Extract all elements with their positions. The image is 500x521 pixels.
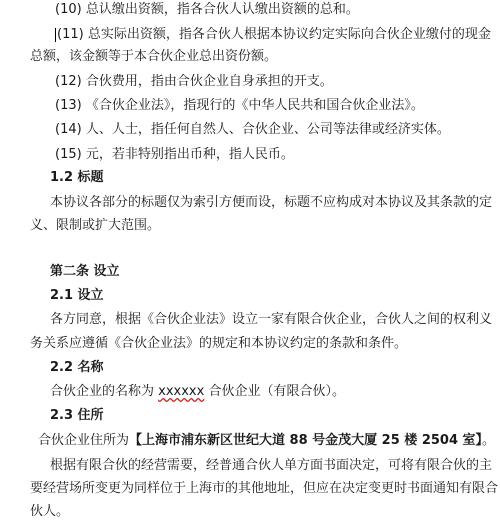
para-2-1-line2: 务关系应遵循《合伙企业法》的规定和本协议约定的条款和条件。	[30, 336, 408, 351]
para-2-3b-line1: 根据有限合伙的经营需要，经普通合伙人单方面书面决定，可将有限合伙的主	[50, 458, 493, 473]
para-2-3: 合伙企业住所为【上海市浦东新区世纪大道 88 号金茂大厦 25 楼 2504 室】。	[38, 433, 496, 448]
para-2-3b-line3: 伙人。	[30, 504, 70, 519]
definition-15: (15) 元，若非特别指出币种，指人民币。	[55, 147, 294, 162]
heading-2-1: 2.1 设立	[50, 288, 104, 303]
article-2-heading: 第二条 设立	[50, 264, 120, 279]
definition-12: (12) 合伙费用，指由合伙企业自身承担的开支。	[55, 74, 333, 89]
para-2-1-line1: 各方同意，根据《合伙企业法》设立一家有限合伙企业，合伙人之间的权利义	[50, 312, 493, 327]
heading-2-3: 2.3 住所	[50, 408, 104, 423]
definition-13: (13) 《合伙企业法》，指现行的《中华人民共和国合伙企业法》。	[55, 98, 424, 113]
spellcheck-word: xxxxxx	[158, 384, 205, 399]
para-1-2-line2: 义、限制或扩大范围。	[30, 218, 161, 233]
definition-10: (10) 总认缴出资额，指各合伙人认缴出资额的总和。	[55, 2, 359, 17]
definition-11-line1: (11) 总实际出资额，指各合伙人根据本协议约定实际向合伙企业缴付的现金	[57, 27, 491, 42]
para-1-2-line1: 本协议各部分的标题仅为索引方便而设，标题不应构成对本协议及其条款的定	[50, 195, 493, 210]
para-2-2: 合伙企业的名称为 xxxxxx 合伙企业（有限合伙）。	[50, 384, 345, 399]
text-cursor	[55, 28, 56, 42]
para-2-3b-line2: 要经营场所变更为同样位于上海市的其他地址，但应在决定变更时书面通知有限合	[30, 481, 499, 496]
heading-2-2: 2.2 名称	[50, 360, 104, 375]
definition-11-line2: 总额，该金额等于本合伙企业总出资份额。	[30, 49, 278, 64]
definition-14: (14) 人、人士，指任何自然人、合伙企业、公司等法律或经济实体。	[55, 122, 450, 137]
heading-1-2: 1.2 标题	[50, 170, 104, 185]
